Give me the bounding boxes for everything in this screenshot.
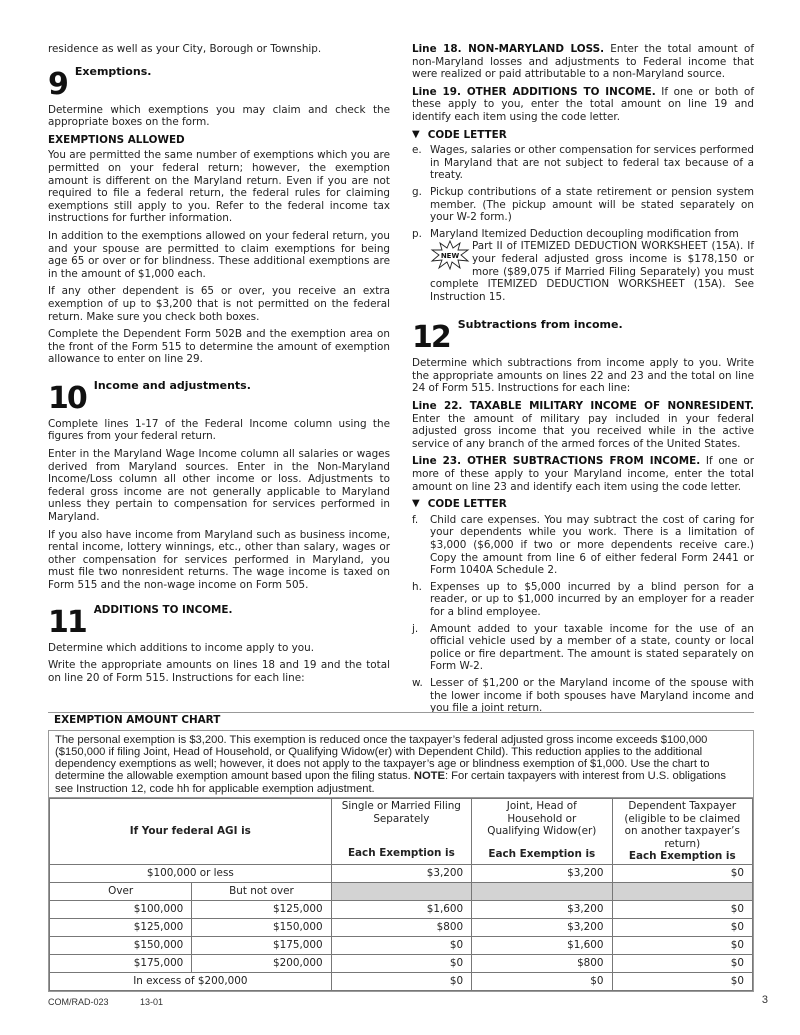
blank-cell bbox=[612, 883, 752, 901]
code-letter: h. bbox=[412, 580, 422, 593]
dependent-cell: $0 bbox=[612, 973, 752, 991]
table-header-row bbox=[50, 799, 753, 865]
code-letter: e. bbox=[412, 144, 422, 157]
agi-header: If Your federal AGI is bbox=[50, 799, 332, 865]
table-row bbox=[50, 865, 753, 883]
code-text: Pickup contributions of a state retirement or pension system member. (The pickup amount will be stated separately on your W-2 form.) bbox=[430, 185, 754, 224]
over-cell: $150,000 bbox=[50, 937, 192, 955]
code-text: Amount added to your taxable income for the use of an official vehicle used by a member of a state, county or local police or fire department. The amount is stated separately on Form W-2. bbox=[430, 622, 754, 673]
section-title: Exemptions. bbox=[74, 64, 152, 78]
chart-intro-note-text: : For certain taxpayers with interest from U.S. obligations see Instruction 12, code hh for applicable exemption adjustment. bbox=[55, 770, 726, 795]
revision-code: 13-01 bbox=[140, 997, 164, 1007]
code-letter: j. bbox=[412, 622, 419, 635]
paragraph: Write the appropriate amounts on lines 18 and 19 and the total on line 20 of Form 515. Instructions for each line: bbox=[48, 659, 390, 684]
line-19-label: Line 19. OTHER ADDITIONS TO INCOME. bbox=[412, 85, 656, 98]
code-letter-label: CODE LETTER bbox=[427, 128, 507, 141]
table-row bbox=[50, 919, 753, 937]
exemption-amount-chart bbox=[48, 712, 754, 992]
section-number: 9 bbox=[48, 66, 67, 102]
not-over-cell: $200,000 bbox=[192, 955, 331, 973]
code-item-h bbox=[412, 581, 754, 619]
page-number: 3 bbox=[761, 994, 768, 1006]
note-label: NOTE bbox=[413, 770, 445, 783]
left-column bbox=[48, 43, 390, 689]
agi-cell: $100,000 or less bbox=[50, 865, 332, 883]
code-letter: w. bbox=[412, 676, 423, 689]
code-letter-label: CODE LETTER bbox=[427, 498, 507, 511]
over-cell: $100,000 bbox=[50, 901, 192, 919]
joint-header: Joint, Head of Household or Qualifying Widow(er) Each Exemption is bbox=[472, 799, 612, 865]
dependent-cell: $0 bbox=[612, 937, 752, 955]
single-cell: $1,600 bbox=[331, 901, 471, 919]
joint-cell: $800 bbox=[472, 955, 612, 973]
line-18-label: Line 18. NON-MARYLAND LOSS. bbox=[412, 43, 605, 55]
triangle-down-icon: ▼ bbox=[412, 128, 420, 140]
code-letter: g. bbox=[412, 185, 422, 198]
single-cell: $800 bbox=[331, 919, 471, 937]
exemptions-allowed-heading: EXEMPTIONS ALLOWED bbox=[48, 133, 185, 146]
table-row bbox=[50, 955, 753, 973]
code-text: Wages, salaries or other compensation for services performed in Maryland that are not subject to federal tax because of a treaty. bbox=[430, 144, 754, 182]
line-22-text: Enter the amount of military pay included in your federal adjusted gross income that you received while in the active service of any branch of the armed forces of the United States. bbox=[412, 412, 754, 450]
not-over-cell: $175,000 bbox=[192, 937, 331, 955]
code-p-first-line: Maryland Itemized Deduction decoupling modification from bbox=[430, 227, 739, 240]
exemption-table bbox=[49, 798, 753, 991]
chart-box bbox=[48, 730, 754, 992]
joint-cell: $0 bbox=[472, 973, 612, 991]
chart-intro bbox=[49, 731, 753, 798]
section-title: ADDITIONS TO INCOME. bbox=[93, 603, 233, 616]
dependent-cell: $0 bbox=[612, 865, 752, 883]
code-p-rest: Part II of ITEMIZED DEDUCTION WORKSHEET (15A). If your federal adjusted gross income is $178,150 or more ($89,075 if Married Filing Separately) you must complete ITEMIZED DEDUCTION WORKSHEET (15A). See Instruction 15. bbox=[430, 240, 754, 303]
table-row bbox=[50, 937, 753, 955]
dependent-header: Dependent Taxpayer (eligible to be claimed on another taxpayer’s return) Each Exemption is bbox=[612, 799, 752, 865]
blank-cell bbox=[331, 883, 471, 901]
section-number: 11 bbox=[48, 604, 86, 640]
line-23-instruction bbox=[412, 455, 754, 493]
over-cell: $175,000 bbox=[50, 955, 192, 973]
right-column bbox=[412, 43, 754, 719]
single-cell: $3,200 bbox=[331, 865, 471, 883]
code-text: Lesser of $1,200 or the Maryland income of the spouse with the lower income if both spouses have Maryland income and you file a joint return. bbox=[430, 676, 754, 715]
line-19-instruction bbox=[412, 86, 754, 124]
joint-cell: $3,200 bbox=[472, 865, 612, 883]
paragraph: Complete lines 1-17 of the Federal Income column using the figures from your federal return. bbox=[48, 417, 390, 443]
new-starburst-icon bbox=[430, 240, 470, 270]
chart-title: EXEMPTION AMOUNT CHART bbox=[48, 712, 754, 730]
code-item-j bbox=[412, 623, 754, 673]
code-letter: p. bbox=[412, 227, 422, 240]
single-cell: $0 bbox=[331, 955, 471, 973]
not-over-cell: $125,000 bbox=[192, 901, 331, 919]
code-item-g bbox=[412, 186, 754, 224]
line-18-instruction bbox=[412, 43, 754, 81]
paragraph: If you also have income from Maryland such as business income, rental income, lottery winnings, etc., other than salary, wages or other compensation for services performed in Maryland, you must file two nonresident returns. The wage income is taxed on Form 515 and the non-wage income on Form 505. bbox=[48, 528, 390, 591]
svg-text:NEW: NEW bbox=[440, 252, 460, 261]
dependent-cell: $0 bbox=[612, 955, 752, 973]
table-row bbox=[50, 901, 753, 919]
over-cell: $125,000 bbox=[50, 919, 192, 937]
line-18-text: Enter the total amount of non-Maryland losses and adjustments to Federal income that were realized or paid attributable to a non-Maryland source. bbox=[412, 43, 755, 81]
single-header: Single or Married Filing Separately Each Exemption is bbox=[331, 799, 471, 865]
code-item-w bbox=[412, 677, 754, 715]
paragraph: Enter in the Maryland Wage Income column all salaries or wages derived from Maryland sources. Enter in the Non-Maryland Income/Loss column all other income or loss. Adjustments to federal gross income are not generally applicable to Maryland unless they pertain to compensation for services performed in Maryland. bbox=[48, 448, 390, 524]
paragraph: Complete the Dependent Form 502B and the exemption area on the front of the Form 515 to determine the amount of exemption allowance to enter on line 29. bbox=[48, 328, 390, 366]
chart-intro-text: The personal exemption is $3,200. This exemption is reduced once the taxpayer’s federal adjusted gross income exceeds $100,000 ($150,000 if filing Joint, Head of Household, or Qualifying Widow(er) with Dependent Child). This reduction applies to the additional dependency exemptions as well; however, it does not apply to the taxpayer’s age or blindness exemption of $1,000. Use the chart to determine the allowable exemption amount based upon the filing status. bbox=[55, 733, 710, 783]
not-over-cell: $150,000 bbox=[192, 919, 331, 937]
triangle-down-icon: ▼ bbox=[412, 498, 420, 510]
section-number: 10 bbox=[48, 380, 86, 416]
joint-cell: $1,600 bbox=[472, 937, 612, 955]
line-19-text: If one or both of these apply to you, enter the total amount on line 19 and identify each item using the code letter. bbox=[412, 85, 754, 123]
form-code: COM/RAD-023 bbox=[48, 997, 109, 1007]
blank-cell bbox=[472, 883, 612, 901]
dependent-cell: $0 bbox=[612, 919, 752, 937]
single-cell: $0 bbox=[331, 937, 471, 955]
dependent-cell: $0 bbox=[612, 901, 752, 919]
paragraph: You are permitted the same number of exemptions which you are permitted on your federal return; however, the exemption amount is different on the Maryland return. Even if you are not required to file a federal return, the federal rules for claiming exemptions still apply to you. Refer to the federal income tax instructions for further information. bbox=[48, 149, 390, 225]
section-12-heading bbox=[412, 317, 754, 356]
line-23-label: Line 23. OTHER SUBTRACTIONS FROM INCOME. bbox=[412, 455, 701, 468]
code-item-e bbox=[412, 144, 754, 182]
agi-cell: In excess of $200,000 bbox=[50, 973, 332, 991]
section-10-heading bbox=[48, 378, 390, 414]
line-22-instruction bbox=[412, 400, 754, 450]
not-over-header: But not over bbox=[192, 883, 331, 901]
over-header: Over bbox=[50, 883, 192, 901]
single-cell: $0 bbox=[331, 973, 471, 991]
line-23-text: If one or more of these apply to your Maryland income, enter the total amount on line 23 and identify each item using the code letter. bbox=[412, 455, 754, 493]
code-letter-heading bbox=[412, 498, 754, 511]
joint-cell: $3,200 bbox=[472, 901, 612, 919]
section-9-heading bbox=[48, 64, 390, 100]
paragraph: In addition to the exemptions allowed on your federal return, you and your spouse are permitted to claim exemptions for being age 65 or over or for blindness. These additional exemptions are in the amount of $1,000 each. bbox=[48, 229, 390, 280]
section-11-heading bbox=[48, 602, 390, 638]
paragraph: If any other dependent is 65 or over, you receive an extra exemption of up to $3,200 that is not permitted on the federal return. Make sure you check both boxes. bbox=[48, 285, 390, 323]
section-9-intro: Determine which exemptions you may claim and check the appropriate boxes on the form. bbox=[48, 103, 390, 129]
code-text bbox=[430, 228, 754, 304]
line-22-label: Line 22. TAXABLE MILITARY INCOME OF NONRESIDENT. bbox=[412, 400, 754, 413]
code-text: Child care expenses. You may subtract the cost of caring for your dependents while you work. There is a limitation of $3,000 ($6,000 if two or more dependents receive care.) Copy the amount from line 6 of either federal Form 2441 or Form 1040A Schedule 2. bbox=[430, 513, 754, 577]
paragraph: Determine which additions to income apply to you. bbox=[48, 641, 314, 654]
continuation-text: residence as well as your City, Borough or Township. bbox=[48, 43, 322, 55]
table-subheader-row bbox=[50, 883, 753, 901]
code-item-p bbox=[412, 228, 754, 304]
table-row bbox=[50, 973, 753, 991]
section-title: Subtractions from income. bbox=[457, 318, 623, 332]
section-12-intro: Determine which subtractions from income apply to you. Write the appropriate amounts on lines 22 and 23 and the total on line 24 of Form 515. Instructions for each line: bbox=[412, 357, 754, 395]
code-item-f bbox=[412, 514, 754, 577]
section-number: 12 bbox=[412, 320, 450, 356]
joint-cell: $3,200 bbox=[472, 919, 612, 937]
code-letter: f. bbox=[412, 513, 419, 526]
code-letter-heading bbox=[412, 129, 754, 142]
code-text: Expenses up to $5,000 incurred by a blind person for a reader, or up to $1,000 incurred by an employer for a reader for a blind employee. bbox=[430, 580, 754, 618]
section-title: Income and adjustments. bbox=[93, 378, 251, 392]
